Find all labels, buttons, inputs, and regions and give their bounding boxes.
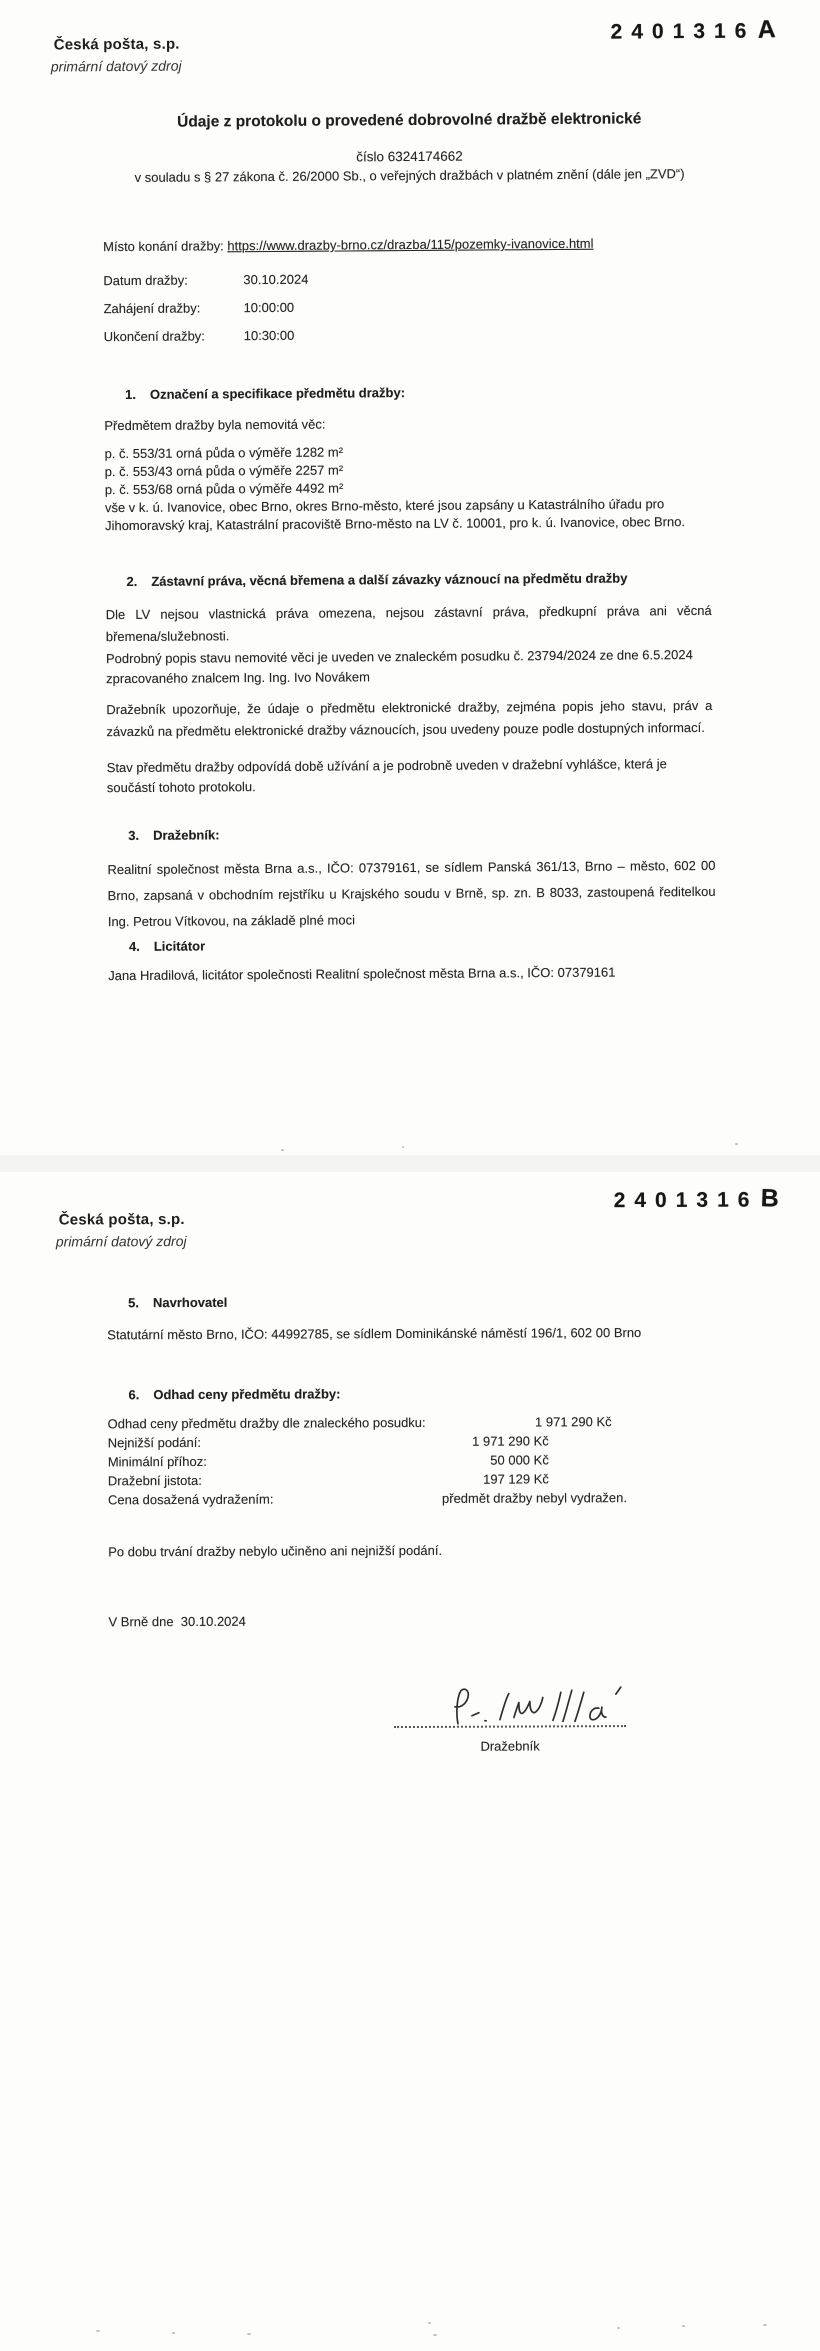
scan-speck xyxy=(682,2325,685,2327)
scan-speck xyxy=(402,1146,404,1148)
section2-paragraph-3: Dražebník upozorňuje, že údaje o předmětu elektronické dražby, zejména popis jeho stavu, práv a závazků na předmětu elektronické dražby váznoucích, jsou uvedeny pouze podle dostupných informací. xyxy=(106,697,713,739)
auction-url-link: https://www.drazby-brno.cz/drazba/115/pozemky-ivanovice.html xyxy=(227,235,594,254)
proposer-details: Statutární město Brno, IČO: 44992785, se sídlem Dominikánské náměstí 196/1, 602 00 Brno xyxy=(107,1325,642,1343)
parcel-line: p. č. 553/31 orná půda o výměře 1282 m² xyxy=(104,444,344,462)
stamp-digits: 2401316 xyxy=(613,1188,759,1213)
section1-note: vše v k. ú. Ivanovice, obec Brno, okres Brno-město, které jsou zapsány u Katastrálního úřadu pro Jihomoravský kraj, Katastrální pracoviště Brno-město na LV č. 10001, pro k. ú. Ivanovice, obec Brno. xyxy=(104,496,686,534)
scan-speck xyxy=(96,2330,100,2332)
price-row-label: Minimální příhoz: xyxy=(107,1453,207,1470)
law-reference: v souladu s § 27 zákona č. 26/2000 Sb., o veřejných dražbách v platném znění (dále jen „ZVD“) xyxy=(134,166,685,185)
price-row-label: Cena dosažená vydražením: xyxy=(107,1491,274,1508)
section5-heading-text: Navrhovatel xyxy=(152,1294,228,1311)
document-title: Údaje z protokolu o provedené dobrovolné dražbě elektronické xyxy=(177,110,642,131)
section3-number: 3. xyxy=(128,827,140,843)
price-row xyxy=(5,1488,820,1509)
price-row-value: 1 971 290 Kč xyxy=(472,1433,549,1449)
schedule-label-start: Zahájení dražby: xyxy=(103,300,201,317)
section1-heading-text: Označení a specifikace předmětu dražby: xyxy=(149,385,406,402)
price-row-value: 197 129 Kč xyxy=(483,1471,549,1487)
page-number-stamp xyxy=(614,1184,779,1214)
licitator-details: Jana Hradilová, licitátor společnosti Realitní společnost města Brna a.s., IČO: 07379161 xyxy=(108,964,616,984)
section6-heading-text: Odhad ceny předmětu dražby: xyxy=(153,1386,341,1403)
stamp-digits: 2401316 xyxy=(610,19,756,44)
org-name: Česká pošta, s.p. xyxy=(53,35,180,54)
section1-number: 1. xyxy=(125,386,137,402)
org-name: Česká pošta, s.p. xyxy=(58,1210,185,1229)
stamp-letter: B xyxy=(760,1184,779,1213)
section2-number: 2. xyxy=(126,573,138,589)
price-row xyxy=(5,1469,820,1490)
scan-speck xyxy=(735,1143,738,1145)
section2-paragraph-2: Podrobný popis stavu nemovité věci je uveden ve znaleckém posudku č. 23794/2024 ze dne 6.5.2024 zpracovaného znalcem Ing. Ing. Ivo Novákem xyxy=(105,647,693,687)
section5-number: 5. xyxy=(128,1295,139,1311)
scan-speck xyxy=(172,2332,175,2334)
parcel-line: p. č. 553/43 orná půda o výměře 2257 m² xyxy=(104,462,344,480)
section2-paragraph-4: Stav předmětu dražby odpovídá době užívání a je podrobně uveden v dražební vyhlášce, která je součástí tohoto protokolu. xyxy=(106,756,667,796)
auction-location-label: Místo konání dražby: xyxy=(103,238,224,255)
schedule-value-start: 10:00:00 xyxy=(243,299,295,316)
price-row-label: Odhad ceny předmětu dražby dle znaleckého posudku: xyxy=(107,1414,426,1432)
price-row xyxy=(5,1431,820,1452)
no-bid-note: Po dobu trvání dražby nebylo učiněno ani nejnižší podání. xyxy=(108,1542,443,1560)
scan-speck xyxy=(617,2327,620,2329)
section3-heading-text: Dražebník: xyxy=(153,827,220,843)
place-date-line: V Brně dne 30.10.2024 xyxy=(108,1613,246,1630)
org-tagline: primární datový zdroj xyxy=(50,57,182,75)
section4-heading-text: Licitátor xyxy=(153,938,206,954)
auctioneer-details: Realitní společnost města Brna a.s., IČO: 07379161, se sídlem Panská 361/13, Brno – město, 602 00 Brno, zapsaná v obchodním rejstříku u Krajského soudu v Brně, sp. zn. B 8033, zastoupená ředitelkou Ing. Petrou Vítkovou, na základě plné moci xyxy=(107,857,716,930)
price-row-value: 1 971 290 Kč xyxy=(534,1414,612,1430)
scan-speck xyxy=(428,2322,431,2324)
org-tagline: primární datový zdroj xyxy=(55,1232,187,1250)
price-row xyxy=(5,1412,820,1433)
signature-handwriting xyxy=(448,1685,626,1730)
section1-intro: Předmětem dražby byla nemovitá věc: xyxy=(104,416,326,434)
signature-caption: Dražebník xyxy=(480,1738,540,1754)
schedule-label-end: Ukončení dražby: xyxy=(103,328,205,345)
parcel-line: p. č. 553/68 orná půda o výměře 4492 m² xyxy=(104,480,344,498)
price-row-label: Nejnižší podání: xyxy=(107,1434,201,1451)
schedule-value-end: 10:30:00 xyxy=(243,327,295,344)
price-row xyxy=(5,1450,820,1471)
document-number: číslo 6324174662 xyxy=(356,148,463,165)
scan-speck xyxy=(281,1149,284,1151)
price-row-label: Dražební jistota: xyxy=(107,1472,202,1489)
section2-paragraph-1: Dle LV nejsou vlastnická práva omezena, nejsou zástavní práva, předkupní práva ani věcná břemena/služebnosti. xyxy=(105,602,712,644)
scan-speck xyxy=(763,2324,767,2326)
stamp-letter: A xyxy=(756,15,776,44)
schedule-label-date: Datum dražby: xyxy=(103,272,188,289)
schedule-value-date: 30.10.2024 xyxy=(243,271,309,288)
scan-speck xyxy=(433,2334,437,2336)
section4-number: 4. xyxy=(128,938,140,954)
section6-heading xyxy=(128,1386,340,1402)
scan-speck xyxy=(247,2333,251,2335)
section2-heading-text: Zástavní práva, věcná břemena a další závazky váznoucí na předmětu dražby xyxy=(151,570,628,589)
section5-heading xyxy=(128,1295,227,1310)
price-row-value: předmět dražby nebyl vydražen. xyxy=(441,1490,628,1506)
section6-number: 6. xyxy=(128,1387,140,1403)
price-row-value: 50 000 Kč xyxy=(490,1452,549,1468)
